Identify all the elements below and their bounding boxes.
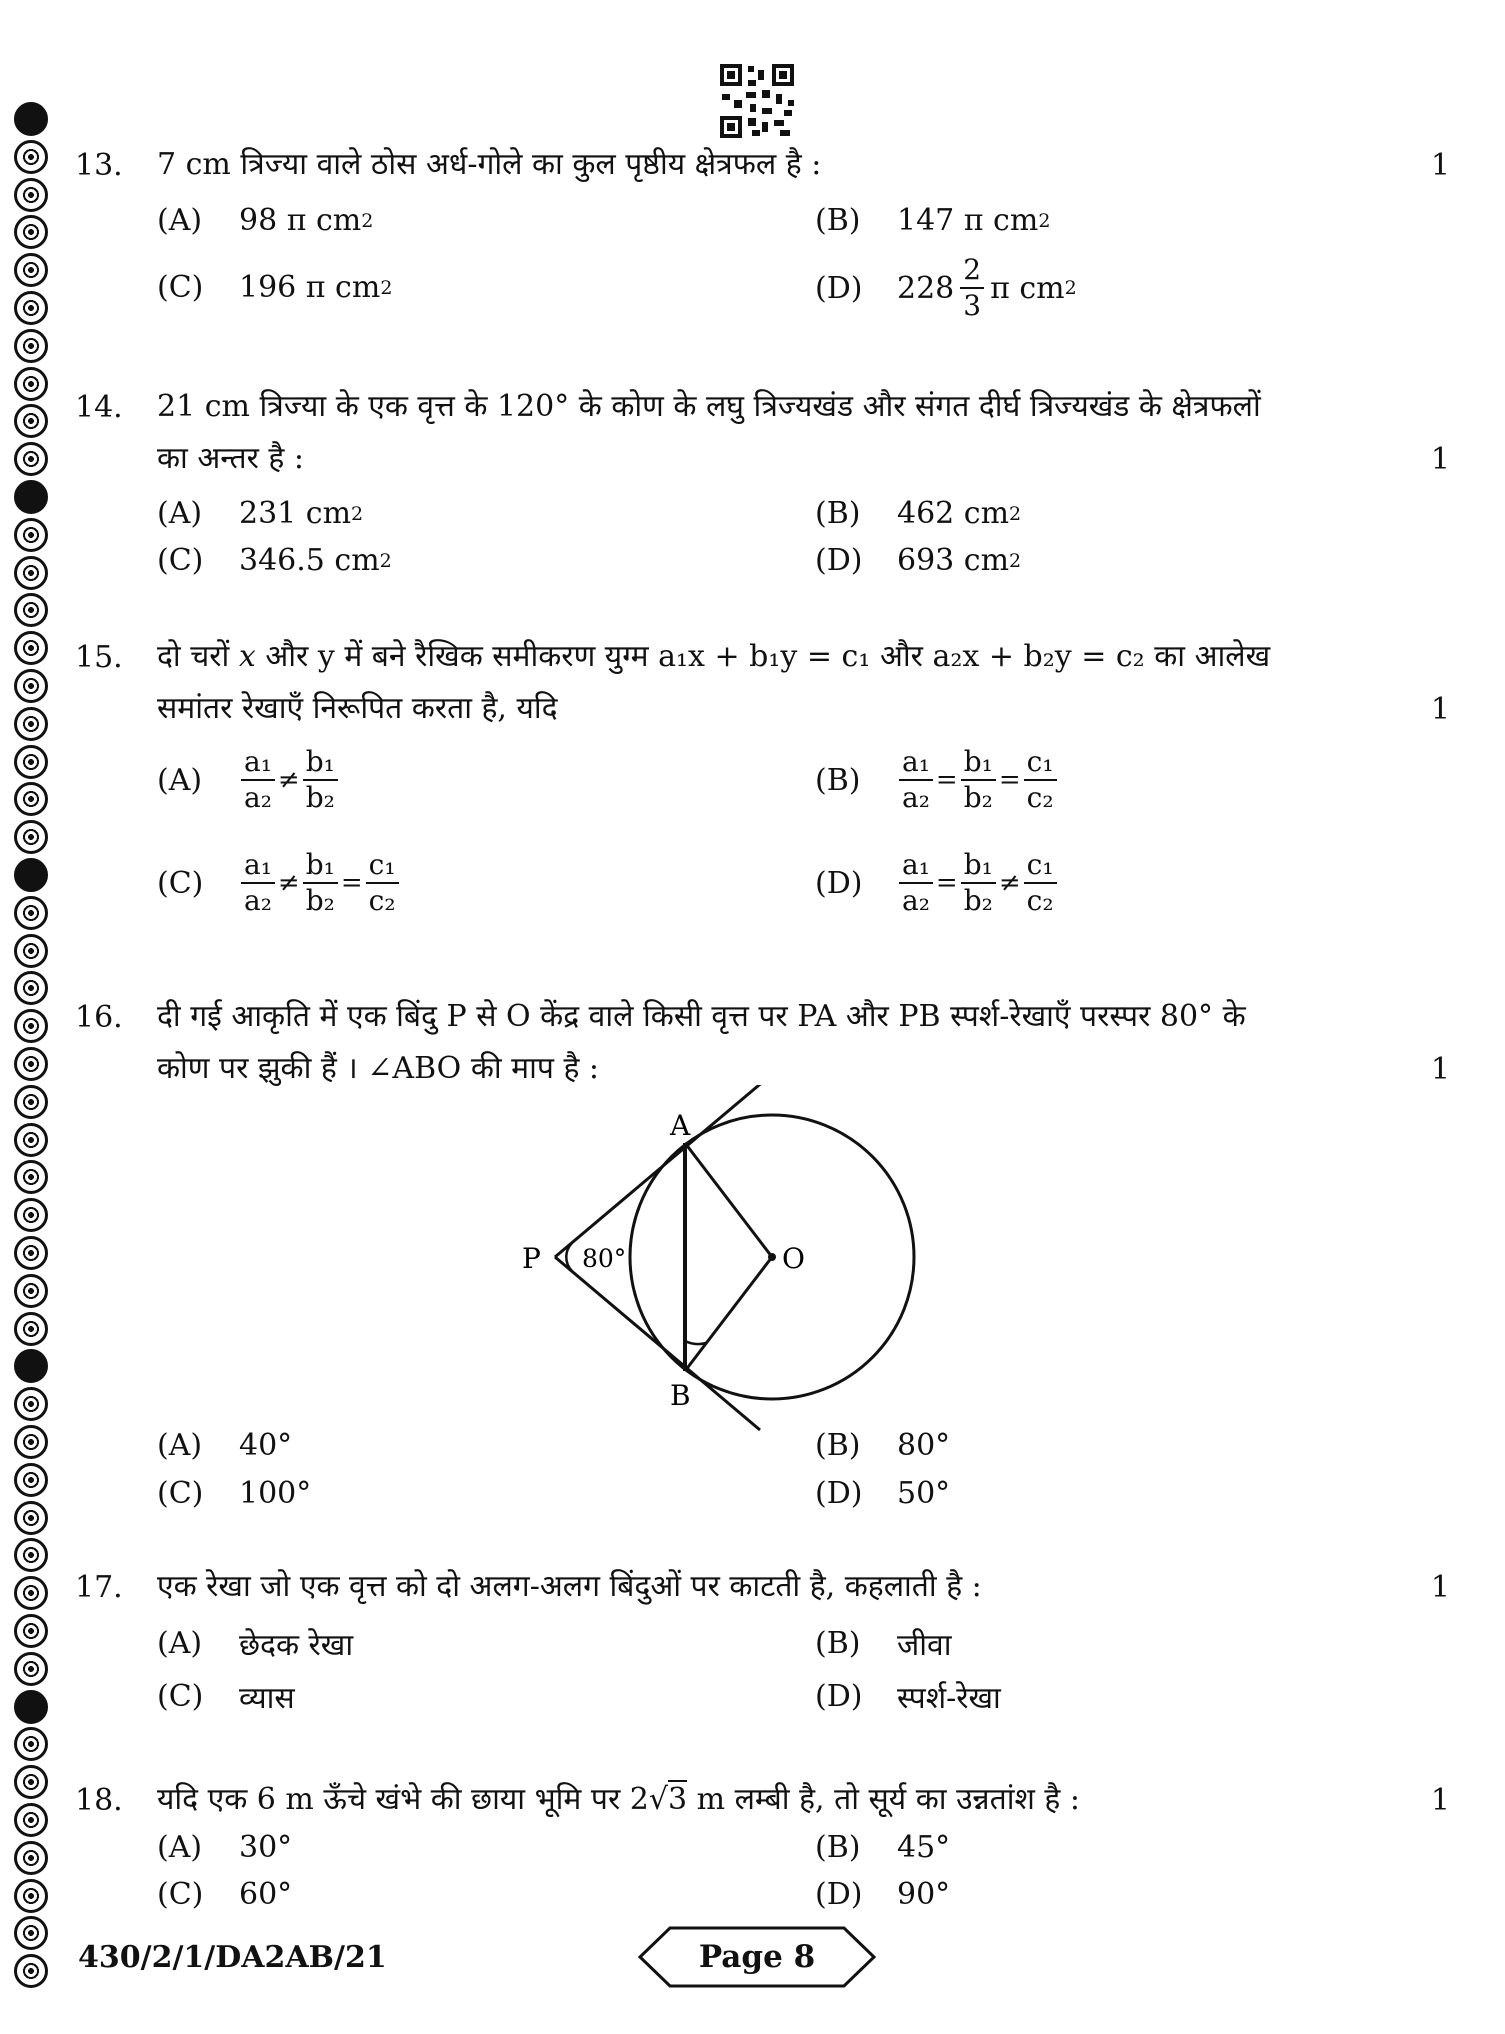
option-a: (A) 231 cm 2 xyxy=(157,496,364,531)
margin-ring xyxy=(14,1312,48,1346)
margin-ring xyxy=(14,556,48,590)
margin-ring xyxy=(14,1803,48,1837)
margin-ring xyxy=(14,1576,48,1610)
question-text: यदि एक 6 m ऊँचे खंभे की छाया भूमि पर 2√3 m लम्बी है, तो सूर्य का उन्नतांश है : xyxy=(157,1782,1080,1817)
margin-ring xyxy=(14,1387,48,1421)
margin-ring xyxy=(14,745,48,779)
option-c: (C) 60° xyxy=(157,1877,293,1912)
margin-ring xyxy=(14,140,48,174)
margin-ring xyxy=(14,1047,48,1081)
label-o: O xyxy=(782,1242,805,1275)
option-c: (C) 196 π cm 2 xyxy=(157,270,393,305)
margin-ring xyxy=(14,1123,48,1157)
margin-ring xyxy=(14,707,48,741)
option-c: (C) व्यास xyxy=(157,1679,295,1716)
margin-ring xyxy=(14,291,48,325)
question-text-line1: दो चरों x और y में बने रैखिक समीकरण युग्म a₁x + b₁y = c₁ और a₂x + b₂y = c₂ का आलेख xyxy=(157,639,1271,674)
question-number: 15. xyxy=(75,640,123,675)
margin-ring xyxy=(14,782,48,816)
margin-ring xyxy=(14,1841,48,1875)
question-number: 16. xyxy=(75,1000,123,1035)
margin-ring xyxy=(14,631,48,665)
page-number: Page 8 xyxy=(698,1939,816,1975)
margin-ring xyxy=(14,442,48,476)
option-d: (D) 90° xyxy=(815,1877,951,1912)
question-text-line1: दी गई आकृति में एक बिंदु P से O केंद्र वाले किसी वृत्त पर PA और PB स्पर्श-रेखाएँ परस्पर 80° के xyxy=(157,999,1246,1034)
sqrt-symbol: √ xyxy=(648,1782,668,1817)
margin-ring xyxy=(14,1501,48,1535)
question-number: 14. xyxy=(75,390,123,425)
margin-ring xyxy=(14,102,48,136)
option-c: (C) $\frac{\text{a₁}}{\text{a₂}}$ ≠ $\frac{\text{b₁}}{\text{b₂}}$ = $\frac{\text{c₁}}{\text{c₂}}$ xyxy=(157,848,401,918)
question-text-line2: कोण पर झुकी हैं । ∠ABO की माप है : xyxy=(157,1051,600,1086)
margin-ring xyxy=(14,1652,48,1686)
margin-ring xyxy=(14,1198,48,1232)
paper-code: 430/2/1/DA2AB/21 xyxy=(78,1940,387,1975)
margin-ring xyxy=(14,1349,48,1383)
margin-ring xyxy=(14,518,48,552)
margin-ring xyxy=(14,593,48,627)
margin-ring xyxy=(14,1085,48,1119)
margin-ring xyxy=(14,1009,48,1043)
margin-ring xyxy=(14,1765,48,1799)
margin-ring xyxy=(14,1538,48,1572)
angle-arc-b xyxy=(685,1341,706,1344)
option-a: (A) 30° xyxy=(157,1830,293,1865)
margin-ring xyxy=(14,896,48,930)
option-b: (B) जीवा xyxy=(815,1626,952,1663)
option-c: (C) 100° xyxy=(157,1476,312,1511)
marks: 1 xyxy=(1430,148,1450,183)
qr-code xyxy=(718,62,796,140)
margin-ring xyxy=(14,820,48,854)
question-text: एक रेखा जो एक वृत्त को दो अलग-अलग बिंदुओं पर काटती है, कहलाती है : xyxy=(157,1569,982,1604)
question-text-line2: का अन्तर है : xyxy=(157,441,304,476)
option-d: (D) 693 cm 2 xyxy=(815,543,1022,578)
question-number: 18. xyxy=(75,1783,123,1818)
margin-ring xyxy=(14,1916,48,1950)
margin-ring xyxy=(14,1274,48,1308)
option-d: (D) स्पर्श-रेखा xyxy=(815,1679,1001,1716)
angle-label: 80° xyxy=(582,1244,627,1273)
margin-ring xyxy=(14,1236,48,1270)
option-d: (D) $\frac{\text{a₁}}{\text{a₂}}$ = $\frac{\text{b₁}}{\text{b₂}}$ ≠ $\frac{\text{c₁}}{\text{c₂}}$ xyxy=(815,848,1059,918)
option-b: (B) 80° xyxy=(815,1428,951,1463)
margin-ring xyxy=(14,858,48,892)
option-a: (A) $\frac{\text{a₁}}{\text{a₂}}$ ≠ $\frac{\text{b₁}}{\text{b₂}}$ xyxy=(157,745,340,815)
tangent-circle-figure xyxy=(510,1085,930,1440)
marks: 1 xyxy=(1430,1570,1450,1605)
option-a: (A) 98 π cm 2 xyxy=(157,203,374,238)
margin-ring-strip xyxy=(14,102,54,1977)
tangent-pb xyxy=(555,1257,760,1430)
margin-ring xyxy=(14,1954,48,1988)
label-b: B xyxy=(670,1379,691,1412)
radius-ob xyxy=(685,1257,772,1371)
option-b: (B) 147 π cm 2 xyxy=(815,203,1051,238)
margin-ring xyxy=(14,971,48,1005)
margin-ring xyxy=(14,253,48,287)
margin-ring xyxy=(14,1614,48,1648)
margin-ring xyxy=(14,934,48,968)
margin-ring xyxy=(14,367,48,401)
margin-ring xyxy=(14,404,48,438)
option-a: (A) छेदक रेखा xyxy=(157,1626,354,1663)
margin-ring xyxy=(14,480,48,514)
option-b: (B) $\frac{\text{a₁}}{\text{a₂}}$ = $\frac{\text{b₁}}{\text{b₂}}$ = $\frac{\text{c₁}}{\text{c₂}}$ xyxy=(815,745,1059,815)
question-number: 13. xyxy=(75,148,123,183)
option-d: (D) 50° xyxy=(815,1476,951,1511)
marks: 1 xyxy=(1430,442,1450,477)
question-number: 17. xyxy=(75,1570,123,1605)
margin-ring xyxy=(14,1879,48,1913)
question-text-line1: 21 cm त्रिज्या के एक वृत्त के 120° के कोण के लघु त्रिज्यखंड और संगत दीर्घ त्रिज्यखंड के क्षेत्रफलों xyxy=(157,389,1261,424)
center-point xyxy=(768,1253,776,1261)
margin-ring xyxy=(14,1690,48,1724)
question-text-line2: समांतर रेखाएँ निरूपित करता है, यदि xyxy=(157,691,558,726)
marks: 1 xyxy=(1430,1052,1450,1087)
label-p: P xyxy=(522,1242,541,1275)
option-b: (B) 462 cm 2 xyxy=(815,496,1022,531)
question-text: 7 cm त्रिज्या वाले ठोस अर्ध-गोले का कुल पृष्ठीय क्षेत्रफल है : xyxy=(157,147,822,182)
option-c: (C) 346.5 cm 2 xyxy=(157,543,392,578)
margin-ring xyxy=(14,215,48,249)
margin-ring xyxy=(14,1463,48,1497)
margin-ring xyxy=(14,1425,48,1459)
margin-ring xyxy=(14,178,48,212)
margin-ring xyxy=(14,1160,48,1194)
option-d: (D) 228 $\frac{2}{3}$ π cm 2 xyxy=(815,253,1077,322)
marks: 1 xyxy=(1430,692,1450,727)
option-a: (A) 40° xyxy=(157,1428,293,1463)
option-b: (B) 45° xyxy=(815,1830,951,1865)
margin-ring xyxy=(14,329,48,363)
margin-ring xyxy=(14,1727,48,1761)
label-a: A xyxy=(670,1109,691,1142)
margin-ring xyxy=(14,669,48,703)
radius-oa xyxy=(685,1143,772,1257)
marks: 1 xyxy=(1430,1783,1450,1818)
